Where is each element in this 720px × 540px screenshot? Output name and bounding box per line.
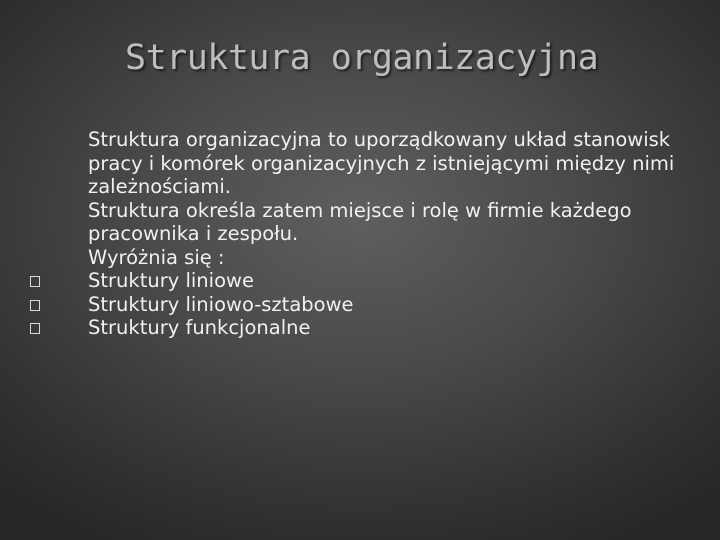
square-bullet-icon [30, 323, 40, 334]
list-item-label: Struktury liniowe [88, 269, 254, 292]
body-paragraph-intro: Wyróżnia się : [88, 245, 225, 269]
body-paragraph-definition: Struktura organizacyjna to uporządkowany układ stanowisk pracy i komórek organizacyjnych z istniejącymi między nimi zależnościami. [88, 128, 675, 198]
structure-types-list [88, 269, 688, 340]
slide-body [88, 128, 688, 340]
list-item-label: Struktury liniowo-sztabowe [88, 292, 354, 316]
list-item [88, 293, 688, 317]
list-item [88, 269, 688, 293]
list-item-label: Struktury funkcjonalne [88, 316, 311, 339]
body-paragraph-role: Struktura określa zatem miejsce i rolę w firmie każdego pracownika i zespołu. [88, 198, 632, 245]
list-item [88, 316, 688, 340]
slide-title: Struktura organizacyjna [125, 38, 599, 78]
square-bullet-icon [30, 276, 40, 287]
square-bullet-icon [30, 300, 40, 311]
